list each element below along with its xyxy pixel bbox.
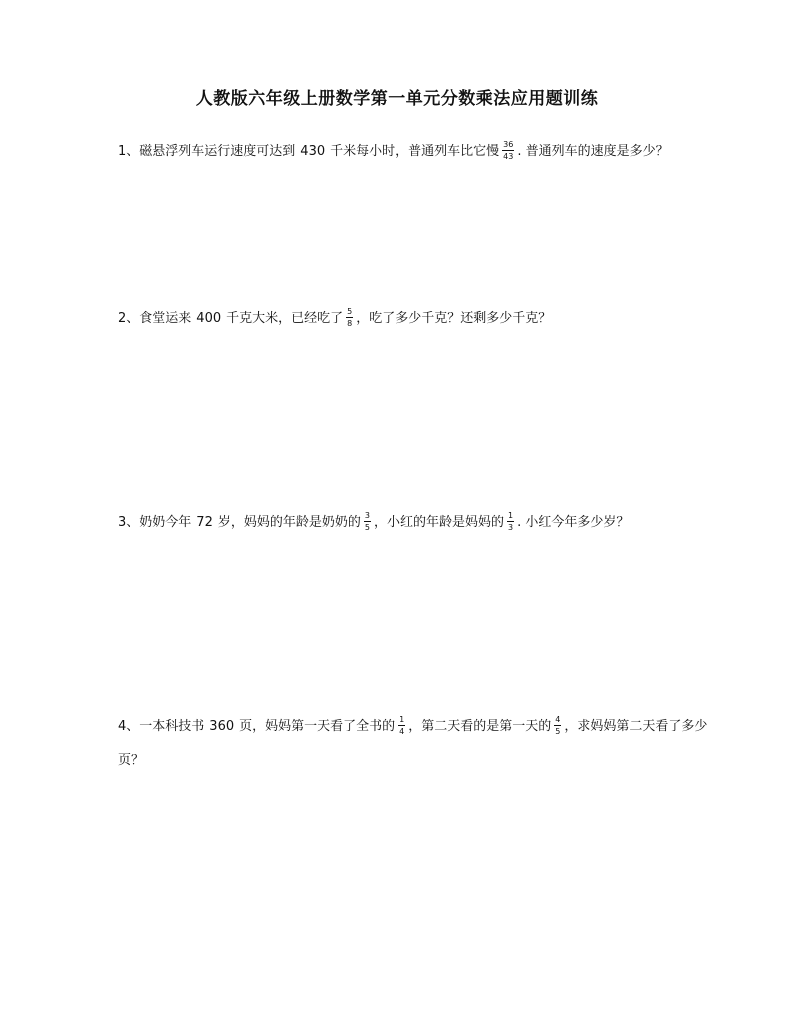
question-text: 千克大米，已经吃了: [226, 311, 344, 326]
question-number: 4、: [118, 719, 140, 734]
fraction-numerator: 3: [364, 511, 370, 520]
fraction-denominator: 43: [503, 152, 514, 161]
question-4: [118, 710, 718, 778]
fraction-denominator: 5: [364, 523, 370, 532]
question-text: . 小红今年多少岁？: [517, 515, 630, 530]
question-number: 1、: [118, 144, 140, 159]
question-value: 400: [196, 311, 222, 326]
fraction: [398, 715, 405, 736]
question-2: [118, 302, 718, 336]
question-value: 430: [300, 144, 326, 159]
question-text: ，第二天看的是第一天的: [408, 719, 552, 734]
question-text: 页，妈妈第一天看了全书的: [239, 719, 396, 734]
fraction-numerator: 1: [507, 511, 514, 520]
question-text: 磁悬浮列车运行速度可达到: [139, 144, 296, 159]
question-text: ，吃了多少千克？还剩多少千克？: [356, 311, 552, 326]
fraction-numerator: 1: [399, 715, 405, 724]
question-number: 3、: [118, 515, 140, 530]
question-value: 72: [196, 515, 213, 530]
question-value: 360: [209, 719, 235, 734]
fraction-numerator: 4: [555, 715, 561, 724]
fraction-denominator: 3: [507, 523, 514, 532]
question-text: ，小红的年龄是妈妈的: [373, 515, 504, 530]
question-number: 2、: [118, 311, 140, 326]
fraction-denominator: 4: [399, 727, 405, 736]
fraction: [346, 307, 353, 328]
question-text: ，求妈妈第二天看了多少页？: [118, 719, 708, 768]
fraction: [554, 715, 561, 736]
page-title: 人教版六年级上册数学第一单元分数乘法应用题训练: [195, 89, 599, 109]
fraction-numerator: 5: [347, 307, 353, 316]
question-text: 奶奶今年: [139, 515, 192, 530]
question-text: 食堂运来: [139, 311, 192, 326]
fraction-denominator: 8: [347, 319, 353, 328]
fraction: [364, 511, 371, 532]
fraction: [507, 511, 514, 532]
question-text: 千米每小时，普通列车比它慢: [330, 144, 500, 159]
fraction-denominator: 5: [555, 727, 561, 736]
question-text: 岁，妈妈的年龄是奶奶的: [217, 515, 361, 530]
fraction-numerator: 36: [503, 140, 514, 149]
fraction: [502, 140, 514, 161]
question-text: 一本科技书: [139, 719, 205, 734]
question-text: . 普通列车的速度是多少？: [517, 144, 669, 159]
question-3: [118, 506, 718, 540]
question-1: [118, 135, 718, 169]
